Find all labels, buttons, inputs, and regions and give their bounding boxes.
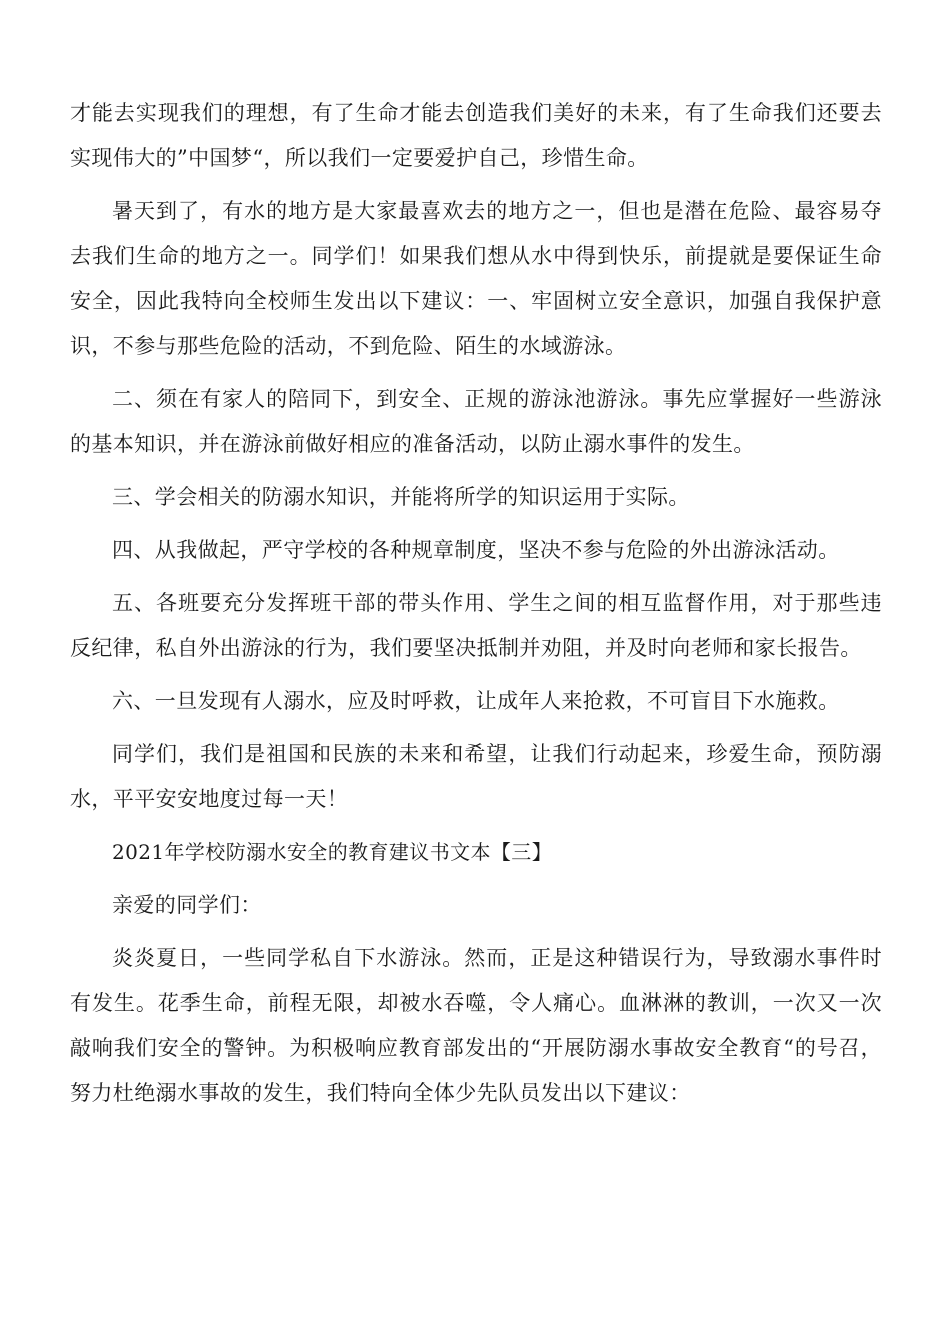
paragraph-suggestion-two: 二、须在有家人的陪同下，到安全、正规的游泳池游泳。事先应掌握好一些游泳的基本知识，并在游泳前做好相应的准备活动，以防止溺水事件的发生。 bbox=[70, 387, 882, 456]
paragraph-suggestion-three: 三、学会相关的防溺水知识，并能将所学的知识运用于实际。 bbox=[112, 485, 690, 509]
paragraph-suggestion-five: 五、各班要充分发挥班干部的带头作用、学生之间的相互监督作用，对于那些违反纪律，私自外出游泳的行为，我们要坚决抵制并劝阻，并及时向老师和家长报告。 bbox=[70, 591, 882, 660]
document-body bbox=[70, 91, 882, 1124]
salutation: 亲爱的同学们： bbox=[112, 893, 262, 917]
paragraph-suggestion-six: 六、一旦发现有人溺水，应及时呼救，让成年人来抢救，不可盲目下水施救。 bbox=[112, 689, 840, 713]
paragraph-closing: 同学们，我们是祖国和民族的未来和希望，让我们行动起来，珍爱生命，预防溺水，平平安安地度过每一天！ bbox=[70, 742, 882, 811]
paragraph-suggestion-four: 四、从我做起，严守学校的各种规章制度，坚决不参与危险的外出游泳活动。 bbox=[112, 538, 840, 562]
paragraph-summer-warning: 暑天到了，有水的地方是大家最喜欢去的地方之一，但也是潜在危险、最容易夺去我们生命的地方之一。同学们！如果我们想从水中得到快乐，前提就是要保证生命安全，因此我特向全校师生发出以下建议：一、牢固树立安全意识，加强自我保护意识，不参与那些危险的活动，不到危险、陌生的水域游泳。 bbox=[70, 199, 882, 358]
section-heading: 2021年学校防溺水安全的教育建议书文本【三】 bbox=[112, 840, 553, 864]
paragraph-continuation: 才能去实现我们的理想，有了生命才能去创造我们美好的未来，有了生命我们还要去实现伟大的”中国梦“，所以我们一定要爱护自己，珍惜生命。 bbox=[70, 101, 882, 170]
paragraph-summer-intro: 炎炎夏日，一些同学私自下水游泳。然而，正是这种错误行为，导致溺水事件时有发生。花季生命，前程无限，却被水吞噬，令人痛心。血淋淋的教训，一次又一次敲响我们安全的警钟。为积极响应教育部发出的“开展防溺水事故安全教育“的号召，努力杜绝溺水事故的发生，我们特向全体少先队员发出以下建议： bbox=[70, 946, 882, 1105]
